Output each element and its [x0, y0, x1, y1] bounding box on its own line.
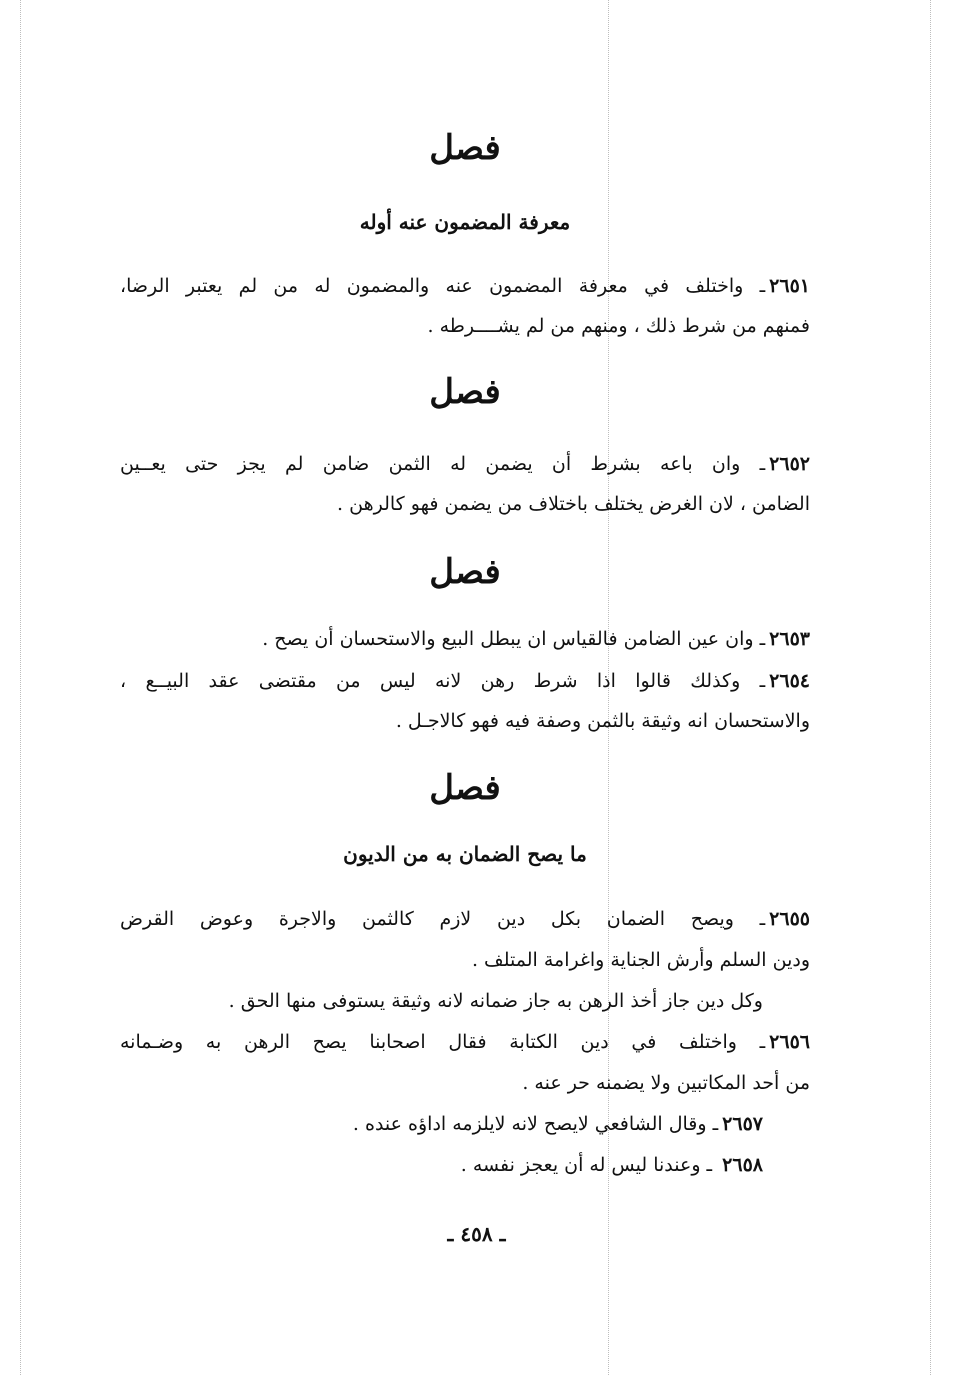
paragraph-text: والاستحسان انه وثيقة بالثمن وصفة فيه فهو كالاجـل . — [395, 710, 810, 732]
paragraph-line — [120, 450, 810, 478]
paragraph-text: ـ وعندنا ليس له أن يعجز نفسه . — [460, 1154, 719, 1176]
section-heading — [120, 128, 810, 168]
paragraph-text: من أحد المكاتبين ولا يضمنه حر عنه . — [522, 1072, 810, 1094]
paragraph-text: ـ واختلف في دين الكتابة فقال اصحابنا يصح الرهن به وضـمانه — [120, 1031, 766, 1053]
paragraph-text: ـ واختلف في معرفة المضمون عنه والمضمون له من لم يعتبر الرضا، — [120, 275, 766, 297]
section-heading-text: فصل — [429, 372, 501, 412]
paragraph-text: وكل دين جاز أخذ الرهن به جاز ضمانه لانه وثيقة يستوفى منها الحق . — [228, 990, 763, 1012]
paragraph-number: ٢٦٥١ — [769, 275, 810, 297]
section-heading-text: فصل — [429, 552, 501, 592]
section-heading-text: فصل — [429, 768, 501, 808]
page-number: ـ ٤٥٨ ـ — [447, 1222, 506, 1246]
section-heading — [120, 372, 810, 412]
paragraph-line — [396, 707, 810, 735]
paragraph-line — [353, 1110, 763, 1138]
paragraph-number: ٢٦٥٣ — [769, 628, 810, 650]
paragraph-text: فمنهم من شرط ذلك ، ومنهم من لم يشــــرطه . — [427, 315, 810, 337]
section-title: ما يصح الضمان به من الديون — [343, 842, 587, 866]
paragraph-text: الضامن ، لان الغرض يختلف باختلاف من يضمن فهو كالرهن . — [337, 493, 810, 515]
paragraph-text: ـ وان عين الضامن فالقياس ان يبطل البيع والاستحسان أن يصح . — [262, 628, 766, 650]
paragraph-line — [120, 1028, 810, 1056]
paragraph-text: ودين السلم وأرش الجناية واغرامة المتلف . — [471, 949, 810, 971]
paragraph-line — [337, 490, 810, 518]
paragraph-line — [262, 625, 810, 653]
scan-guide-line — [20, 0, 21, 1375]
paragraph-text: ـ وقال الشافعي لايصح لانه لايلزمه اداؤه عنده . — [352, 1113, 719, 1135]
paragraph-line — [428, 312, 810, 340]
paragraph-text: ـ وكذلك قالوا اذا شرط رهن لانه ليس من مقتضى عقد البيــع ، — [120, 670, 766, 692]
paragraph-line — [229, 987, 763, 1015]
paragraph-text: ـ وان باعه بشرط أن يضمن له الثمن ضامن لم يجز حتى يعــين — [120, 453, 766, 475]
paragraph-line — [120, 905, 810, 933]
paragraph-number: ٢٦٥٧ — [722, 1113, 763, 1135]
section-title: معرفة المضمون عنه أوله — [359, 210, 571, 234]
section-heading — [120, 768, 810, 808]
paragraph-line — [461, 1151, 763, 1179]
paragraph-line — [472, 946, 810, 974]
section-heading — [120, 552, 810, 592]
paragraph-number: ٢٦٥٢ — [769, 453, 810, 475]
paragraph-number: ٢٦٥٦ — [769, 1031, 810, 1053]
paragraph-line — [120, 667, 810, 695]
section-heading-text: فصل — [429, 128, 501, 168]
paragraph-number: ٢٦٥٨ — [722, 1154, 763, 1176]
paragraph-text: ـ ويصح الضمان بكل دين لازم كالثمن والاجرة وعوض القرض — [120, 908, 766, 930]
paragraph-number: ٢٦٥٥ — [769, 908, 810, 930]
paragraph-line — [120, 272, 810, 300]
paragraph-line — [522, 1069, 810, 1097]
paragraph-number: ٢٦٥٤ — [769, 670, 810, 692]
scan-guide-line — [930, 0, 931, 1375]
